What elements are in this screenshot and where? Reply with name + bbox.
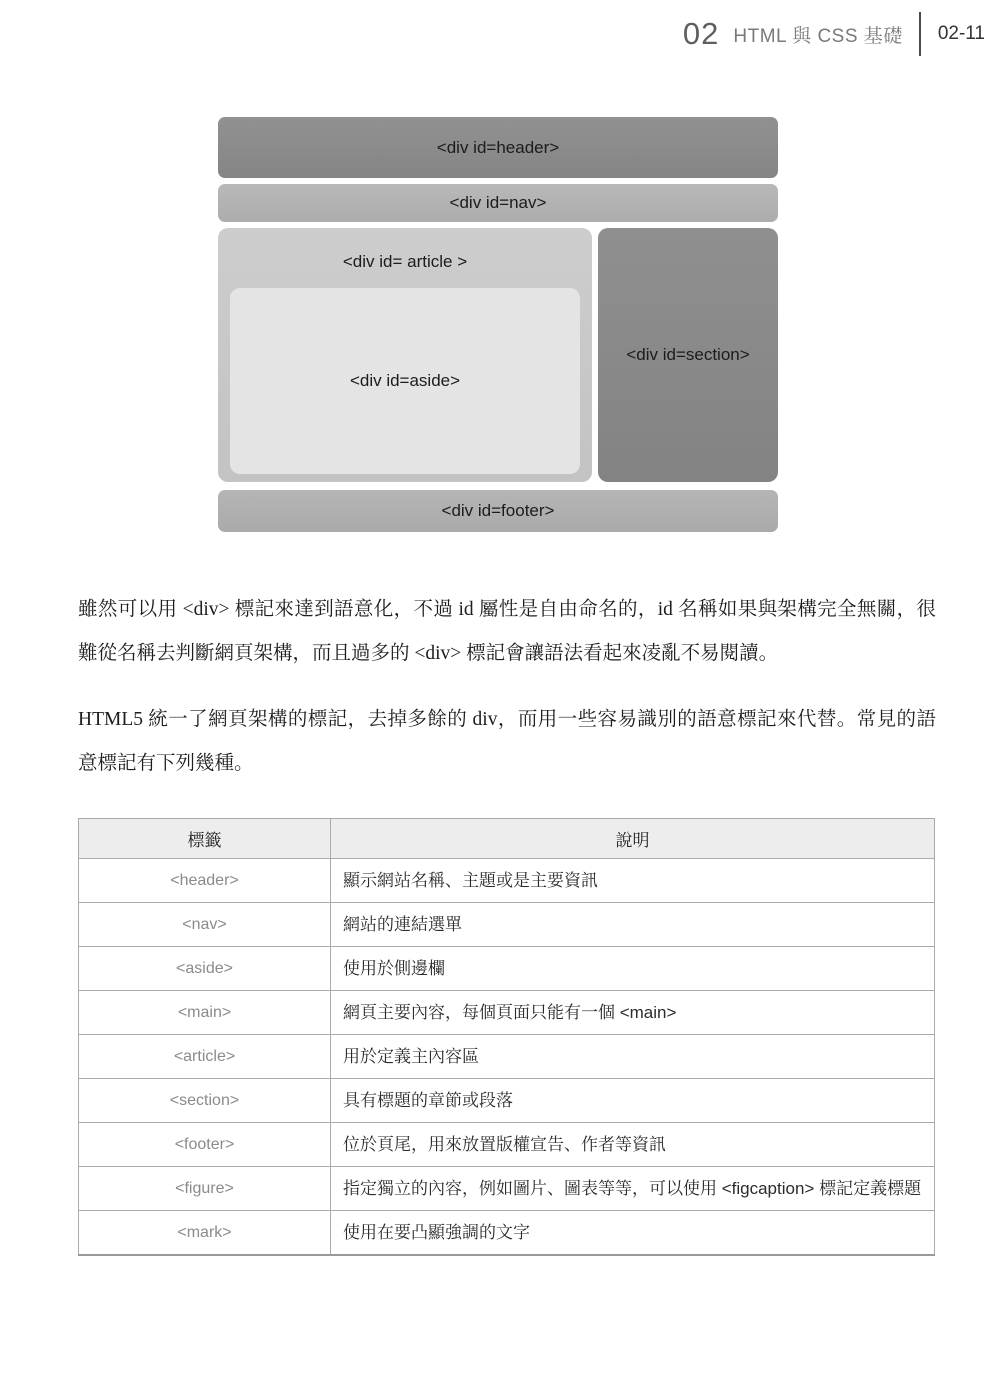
page-number: 02-11 <box>937 23 985 44</box>
tag-cell: <header> <box>79 859 331 903</box>
table-row <box>79 1079 935 1123</box>
description-cell: 位於頁尾，用來放置版權宣告、作者等資訊 <box>331 1123 935 1167</box>
description-cell: 顯示網站名稱、主題或是主要資訊 <box>331 859 935 903</box>
table-row <box>79 1035 935 1079</box>
table-row <box>79 947 935 991</box>
diagram-aside-label: <div id=aside> <box>349 371 461 390</box>
semantic-tags-table <box>78 818 935 1256</box>
paragraph: 雖然可以用 <div> 標記來達到語意化，不過 id 屬性是自由命名的，id 名稱如果與架構完全無關，很難從名稱去判斷網頁架構，而且過多的 <div> 標記會讓語法看起來凌亂不易閱讀。 <box>78 599 936 664</box>
description-cell: 網頁主要內容，每個頁面只能有一個 <main> <box>331 991 935 1035</box>
header-divider <box>919 12 921 56</box>
table-header-row <box>79 819 935 859</box>
diagram-nav-box <box>218 184 778 222</box>
tag-cell: <section> <box>79 1079 331 1123</box>
diagram-nav-label: <div id=nav> <box>449 193 547 212</box>
chapter-title: HTML 與 CSS 基礎 <box>733 25 903 47</box>
tag-cell: <figure> <box>79 1167 331 1211</box>
column-header-description: 說明 <box>331 819 935 859</box>
tag-cell: <main> <box>79 991 331 1035</box>
diagram-footer-box <box>218 490 778 532</box>
chapter-number: 02 <box>682 16 720 51</box>
diagram-article-label: <div id= article > <box>342 252 468 271</box>
tag-cell: <aside> <box>79 947 331 991</box>
table-row <box>79 1211 935 1256</box>
description-cell: 使用於側邊欄 <box>331 947 935 991</box>
diagram-aside-box <box>230 288 580 474</box>
table-row <box>79 859 935 903</box>
diagram-footer-label: <div id=footer> <box>441 501 555 520</box>
table-row <box>79 1167 935 1211</box>
tag-cell: <footer> <box>79 1123 331 1167</box>
table-row <box>79 903 935 947</box>
diagram-section-box <box>598 228 778 482</box>
div-layout-diagram <box>218 117 778 532</box>
table-row <box>79 991 935 1035</box>
description-cell: 指定獨立的內容，例如圖片、圖表等等，可以使用 <figcaption> 標記定義標題 <box>331 1167 935 1211</box>
paragraph: HTML5 統一了網頁架構的標記，去掉多餘的 div，而用一些容易識別的語意標記來代替。常見的語意標記有下列幾種。 <box>78 709 936 774</box>
diagram-header-box <box>218 117 778 178</box>
description-cell: 網站的連結選單 <box>331 903 935 947</box>
body-text <box>78 588 936 786</box>
diagram-section-label: <div id=section> <box>626 345 750 364</box>
tag-cell: <article> <box>79 1035 331 1079</box>
table-row <box>79 1123 935 1167</box>
column-header-tag: 標籤 <box>79 819 331 859</box>
tag-cell: <mark> <box>79 1211 331 1256</box>
description-cell: 具有標題的章節或段落 <box>331 1079 935 1123</box>
tag-cell: <nav> <box>79 903 331 947</box>
diagram-middle-row <box>218 228 778 482</box>
description-cell: 用於定義主內容區 <box>331 1035 935 1079</box>
diagram-header-label: <div id=header> <box>436 137 560 157</box>
running-head <box>683 12 985 56</box>
description-cell: 使用在要凸顯強調的文字 <box>331 1211 935 1256</box>
diagram-article-box <box>218 228 592 482</box>
